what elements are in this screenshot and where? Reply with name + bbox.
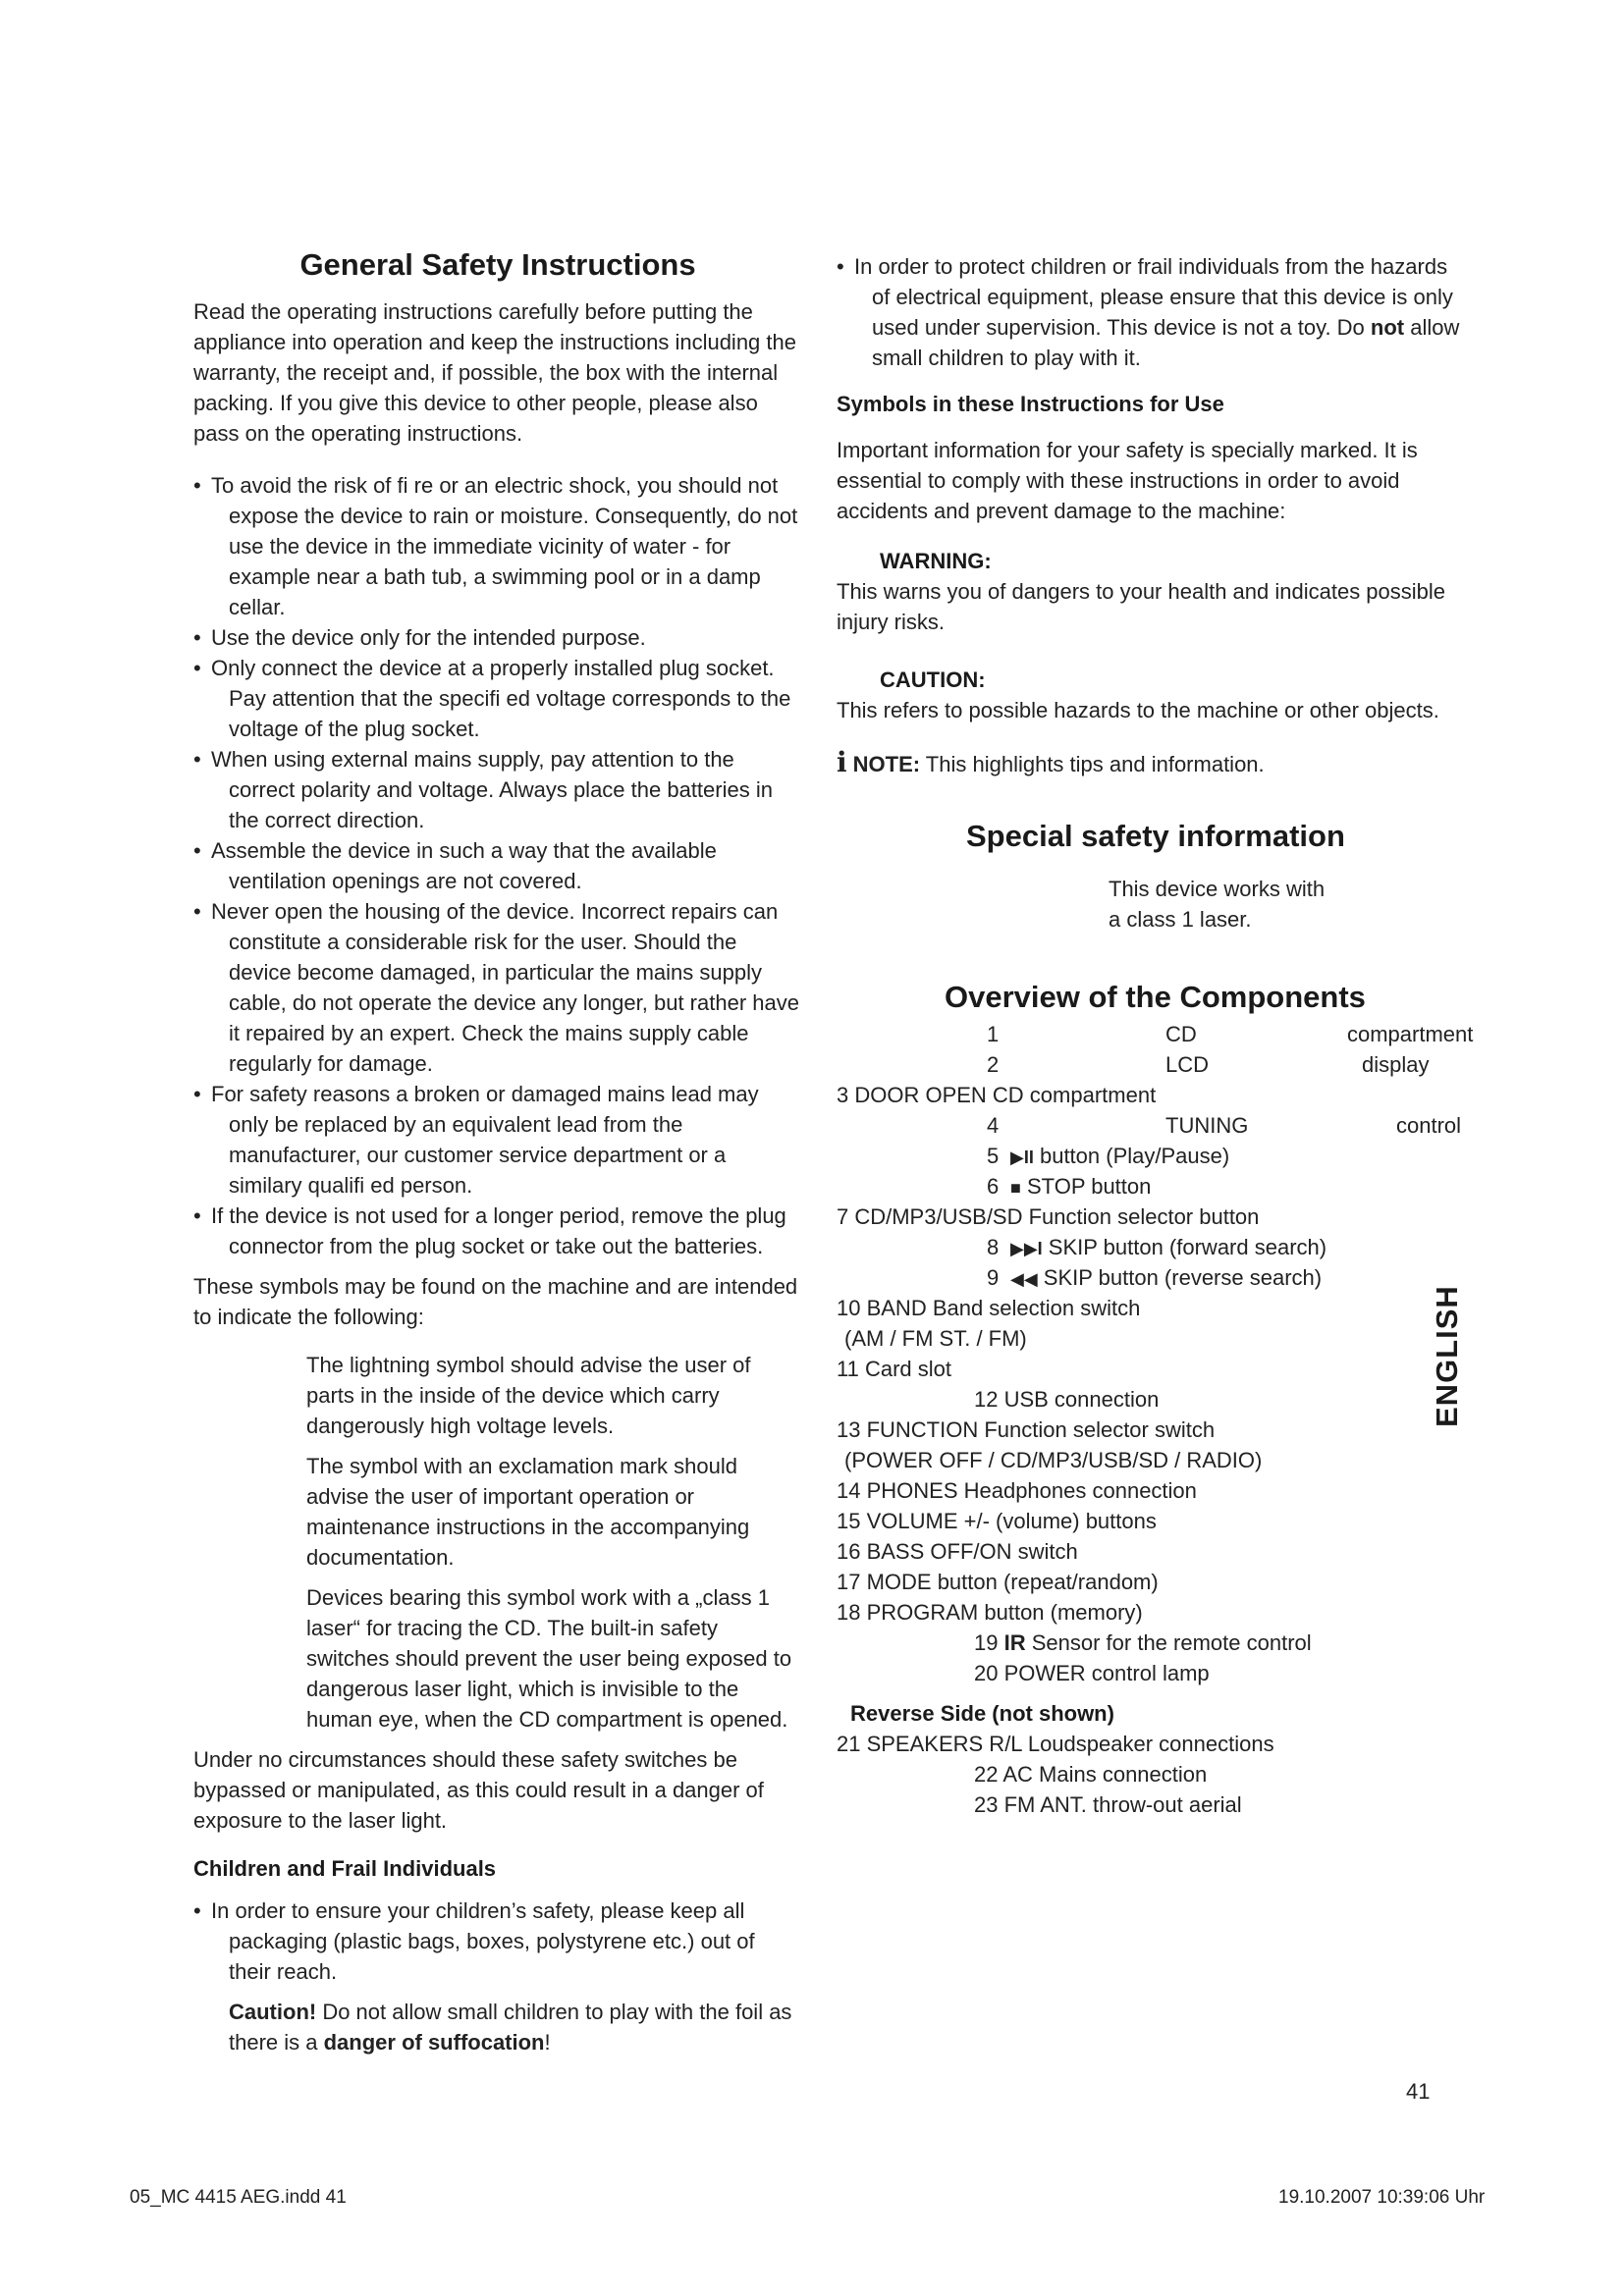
list-item: • In order to protect children or frail individuals from the hazards of electrical equipment, please ensure that this device is only used under supervision. This device is not a toy. Do not allow small children to play with it. [837, 251, 1465, 373]
skip-reverse-icon: ◀◀ [1010, 1269, 1038, 1289]
suffocation-warning: danger of suffocation [323, 2030, 545, 2055]
list-item: 2 LCD display [987, 1052, 1430, 1077]
reverse-components-list [837, 1729, 1465, 1820]
stop-icon: ■ [1010, 1178, 1021, 1198]
skip-forward-icon: ▶▶I [1010, 1239, 1043, 1258]
children-bullet-list [193, 1896, 802, 1987]
children-heading: Children and Frail Individuals [193, 1856, 497, 1881]
laser-line-2: a class 1 laser. [1109, 907, 1252, 932]
symbols-paragraph: Important information for your safety is specially marked. It is essential to comply with these instructions in order to avoid accidents and prevent damage to the machine: [837, 438, 1418, 523]
components-list [837, 1019, 1474, 1688]
list-item: 15 VOLUME +/- (volume) buttons [837, 1509, 1157, 1533]
list-item: 11 Card slot [837, 1357, 951, 1381]
list-item: 1 CD compartment [987, 1022, 1474, 1046]
list-item: • Use the device only for the intended purpose. [193, 622, 802, 653]
symbols-intro: These symbols may be found on the machine and are intended to indicate the following: [193, 1274, 798, 1329]
page-number: 41 [1406, 2079, 1431, 2104]
list-item: 8 ▶▶I SKIP button (forward search) [987, 1235, 1327, 1259]
laser-line-1: This device works with [1109, 877, 1326, 901]
list-item: 4 TUNING control [987, 1113, 1462, 1138]
note-line: i NOTE: This highlights tips and information. [837, 746, 1265, 778]
list-item: • For safety reasons a broken or damaged mains lead may only be replaced by an equivalent lead from the manufacturer, our customer service department or a similary qualifi ed person. [193, 1079, 802, 1201]
list-item: (POWER OFF / CD/MP3/USB/SD / RADIO) [844, 1448, 1263, 1472]
symbols-descriptions [193, 1350, 802, 1735]
caution-label: Caution! [229, 2000, 317, 2024]
list-item: 16 BASS OFF/ON switch [837, 1539, 1078, 1564]
footer-timestamp: 19.10.2007 10:39:06 Uhr [1278, 2187, 1486, 2208]
warning-label: WARNING: [880, 549, 992, 573]
reverse-side-heading: Reverse Side (not shown) [850, 1701, 1114, 1726]
list-item: 18 PROGRAM button (memory) [837, 1600, 1143, 1625]
list-item: 6 ■ STOP button [987, 1174, 1152, 1199]
right-column [837, 243, 1474, 1820]
left-column [193, 243, 802, 2057]
intro-paragraph: Read the operating instructions carefully before putting the appliance into operation and keep the instructions including the warranty, the receipt and, if possible, the box with the internal packing. If you give this device to other people, please also pass on the operating instructions. [193, 299, 796, 446]
list-item: 20 POWER control lamp [974, 1661, 1210, 1685]
list-item: • Assemble the device in such a way that the available ventilation openings are not covered. [193, 835, 802, 896]
special-safety-title: Special safety information [966, 819, 1345, 853]
list-item: 9 ◀◀ SKIP button (reverse search) [987, 1265, 1323, 1290]
exclamation-symbol-text: The symbol with an exclamation mark should advise the user of important operation or maintenance instructions in the accompanying documentation. [306, 1454, 750, 1570]
list-item: (AM / FM ST. / FM) [844, 1326, 1027, 1351]
caution-paragraph: Caution! Do not allow small children to play with the foil as there is a danger of suffocation! [229, 2000, 792, 2055]
list-item: 3 DOOR OPEN CD compartment [837, 1083, 1157, 1107]
list-item: • Never open the housing of the device. Incorrect repairs can constitute a considerable risk for the user. Should the device become damaged, in particular the mains supply cable, do not operate the device any longer, but rather have it repaired by an expert. Check the mains supply cable regularly for damage. [193, 896, 802, 1079]
list-item: • To avoid the risk of fi re or an electric shock, you should not expose the device to rain or moisture. Consequently, do not use the device in the immediate vicinity of water - for example near a bath tub, a swimming pool or in a damp cellar. [193, 470, 802, 622]
laser-symbol-text: Devices bearing this symbol work with a „class 1 laser“ for tracing the CD. The built-in safety switches should prevent the user being exposed to dangerous laser light, which is invisible to the human eye, when the CD compartment is opened. [306, 1585, 792, 1732]
play-pause-icon: ▶II [1010, 1148, 1034, 1167]
bypass-paragraph: Under no circumstances should these safety switches be bypassed or manipulated, as this could result in a danger of exposure to the laser light. [193, 1747, 764, 1833]
list-item: • In order to ensure your children’s safety, please keep all packaging (plastic bags, boxes, polystyrene etc.) out of their reach. [193, 1896, 802, 1987]
list-item: • When using external mains supply, pay attention to the correct polarity and voltage. Always place the batteries in the correct direction. [193, 744, 802, 835]
list-item: 10 BAND Band selection switch [837, 1296, 1141, 1320]
general-safety-title: General Safety Instructions [299, 247, 696, 282]
list-item: • Only connect the device at a properly installed plug socket. Pay attention that the specifi ed voltage corresponds to the voltage of the plug socket. [193, 653, 802, 744]
language-side-label: ENGLISH [1430, 1285, 1464, 1427]
caution-heading: CAUTION: [880, 667, 986, 692]
symbols-heading: Symbols in these Instructions for Use [837, 392, 1224, 416]
list-item: 21 SPEAKERS R/L Loudspeaker connections [837, 1732, 1274, 1756]
list-item: 12 USB connection [974, 1387, 1160, 1412]
lightning-symbol-text: The lightning symbol should advise the user of parts in the inside of the device which carry dangerously high voltage levels. [306, 1353, 751, 1438]
warning-text: This warns you of dangers to your health and indicates possible injury risks. [837, 579, 1446, 634]
overview-title: Overview of the Components [945, 980, 1366, 1014]
safety-bullet-list [193, 470, 802, 1261]
list-item: • If the device is not used for a longer period, remove the plug connector from the plug socket or take out the batteries. [193, 1201, 802, 1261]
note-label: NOTE: [852, 752, 921, 776]
list-item: 23 FM ANT. throw-out aerial [974, 1792, 1242, 1817]
list-item: 14 PHONES Headphones connection [837, 1478, 1197, 1503]
list-item: 19 IR Sensor for the remote control [974, 1630, 1312, 1655]
footer-file-info: 05_MC 4415 AEG.indd 41 [130, 2187, 347, 2208]
info-icon: i [837, 746, 847, 778]
list-item: 5 ▶II button (Play/Pause) [987, 1144, 1230, 1168]
frail-bullet-list [837, 251, 1465, 373]
list-item: 7 CD/MP3/USB/SD Function selector button [837, 1204, 1260, 1229]
caution-text: This refers to possible hazards to the machine or other objects. [837, 698, 1439, 722]
list-item: 17 MODE button (repeat/random) [837, 1570, 1159, 1594]
list-item: 13 FUNCTION Function selector switch [837, 1417, 1216, 1442]
list-item: 22 AC Mains connection [974, 1762, 1208, 1787]
